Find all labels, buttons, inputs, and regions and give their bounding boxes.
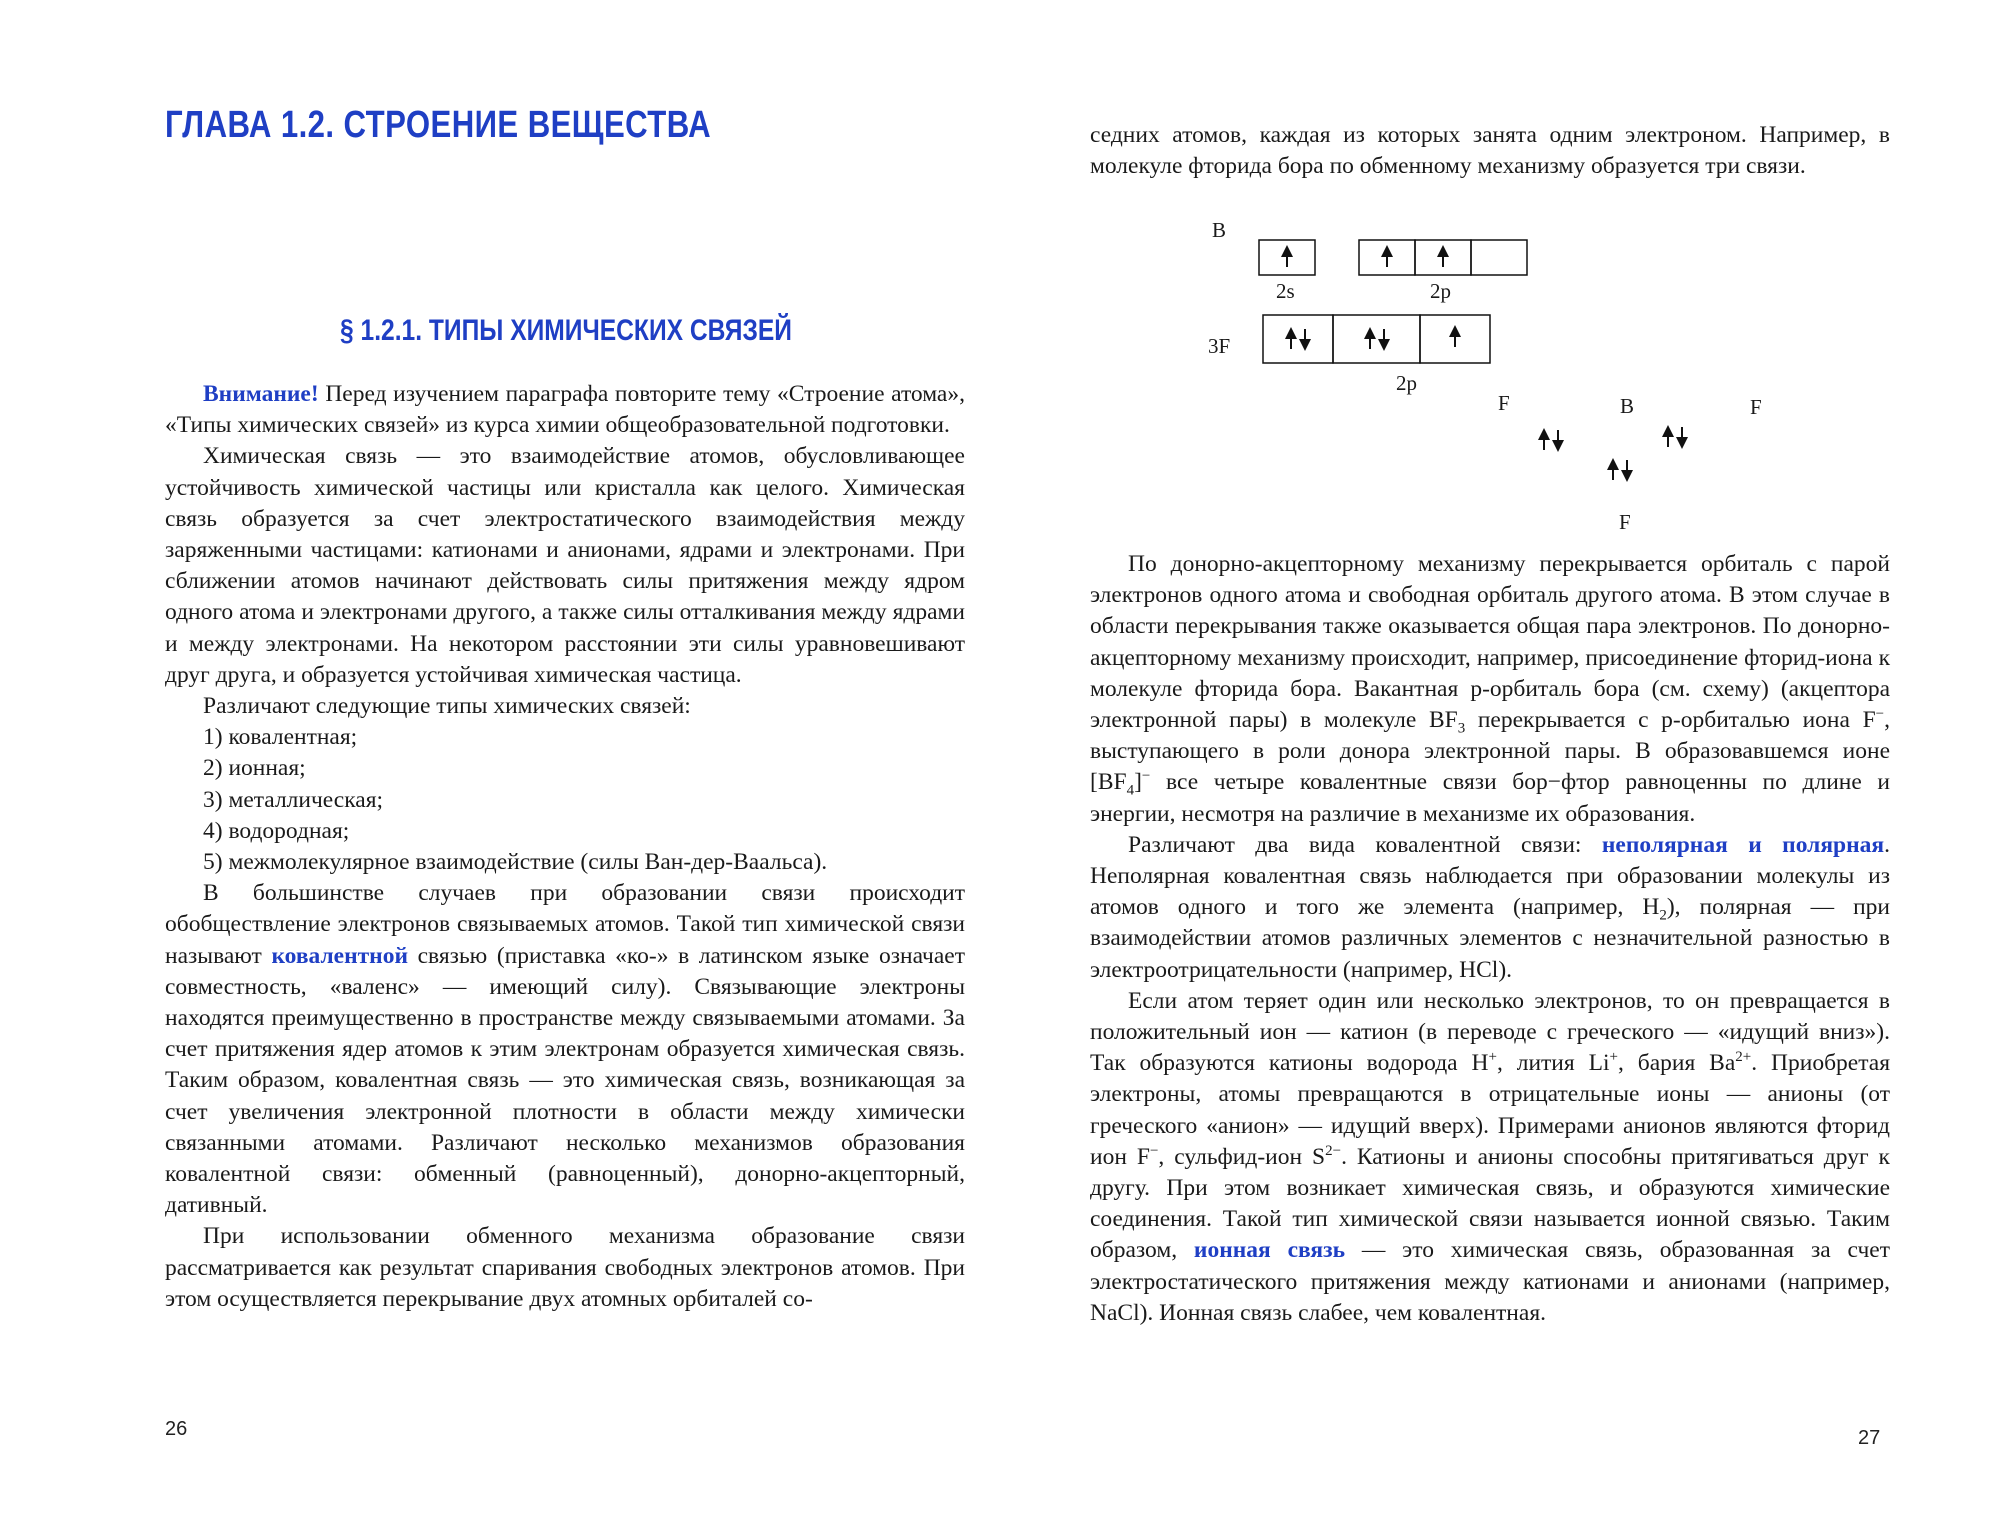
atom-label-3f: 3F xyxy=(1208,334,1231,358)
electron-up-icon xyxy=(1437,245,1449,267)
text-run: Если атом теряет один или несколько электронов, то он превращается в положительный ион — катион (в переводе с греческого — «идущий вниз»). Так образуются катионы водорода H xyxy=(1090,987,1890,1077)
text-run: связью (приставка «ко-» в латинском языке означает совместность, «валенс» — имеющий силу). Связывающие электроны находятся преимущественно в пространстве между связываемыми атомами. За счет притяжения ядер атомов к этим электронам образуется химическая связь. Таким образом, ковалентная связь — это химическая связь, возникающая за счет увеличения электронной плотности в области между химически связанными атомами. Различают несколько механизмов образования ковалентной связи: обменный (равноценный), донорно-акцепторный, дативный. xyxy=(165,942,966,1219)
label-2s: 2s xyxy=(1276,279,1295,303)
superscript: 2− xyxy=(1325,1143,1342,1160)
label-2p-f: 2p xyxy=(1396,371,1417,395)
structure-label-b: B xyxy=(1620,394,1635,418)
list-item: 5) межмолекулярное взаимодействие (силы Ван-дер-Ваальса). xyxy=(203,849,828,876)
electron-up-icon xyxy=(1662,425,1674,447)
electron-up-icon xyxy=(1364,327,1376,349)
text-run: В большинстве случаев при образовании связи происходит обобществление электронов связываемых атомов. Такой тип химической связи называют xyxy=(165,880,965,969)
electron-up-icon xyxy=(1449,325,1461,347)
text-run: все четыре ковалентные связи бор−фтор равноценны по длине и энергии, несмотря на различие в механизме их образования. xyxy=(1090,769,1890,827)
subscript: 2 xyxy=(1659,907,1667,924)
text-run: . Приобретая электроны, атомы превращаются в отрицательные ионы — анионы (от греческого «анион» — идущий вверх). Примерами анионов являются фторид ион F xyxy=(1090,1050,1891,1170)
term-polar: неполярная и полярная xyxy=(1601,831,1885,858)
text-run: По донорно-акцепторному механизму перекрывается орбиталь с парой электронов одного атома и свободная орбиталь другого атома. В этом случае в области перекрывания также оказывается общая пара электронов. По донорно-акцепторному механизму происходит, например, присоединение фторид-иона к молекуле фторида бора. Вакантная р-орбиталь бора (см. схему) (акцептора электронной пары) в молекуле xyxy=(1090,551,1890,734)
paragraph-polarity xyxy=(1090,830,1890,986)
text-run: , бария Ba xyxy=(1617,1050,1736,1077)
electron-down-icon xyxy=(1299,329,1311,351)
term-covalent: ковалентной xyxy=(271,942,409,969)
structure-label-f-bottom: F xyxy=(1619,510,1631,534)
electron-down-icon xyxy=(1621,460,1633,482)
subscript: 3 xyxy=(1457,720,1466,737)
superscript: − xyxy=(1875,706,1885,723)
superscript: − xyxy=(1141,768,1151,785)
orbital-cell-f-2p-2 xyxy=(1333,315,1420,363)
paragraph-ionic xyxy=(1090,986,1890,1329)
subscript: 4 xyxy=(1126,783,1135,800)
text-run: Различают два вида ковалентной связи: xyxy=(1128,831,1602,858)
paragraph-covalent xyxy=(165,878,965,1221)
list-item: 4) водородная; xyxy=(203,817,350,844)
attention-text: Перед изучением параграфа повторите тему «Строение атома», «Типы химических связей» из курса химии общеобразовательной подготовки. xyxy=(165,381,965,439)
paragraph-definition: Химическая связь — это взаимодействие атомов, обусловливающее устойчивость химической частицы или кристалла как целого. Химическая связь образуется за счет электростатического взаимодействия между заряженными частицами: катионами и анионами, ядрами и электронами. При сближении атомов начинают действовать силы притяжения между ядром одного атома и электронами другого, а также силы отталкивания между ядрами и между электронами. На некотором расстоянии эти силы уравновешивают друг друга, и образуется устойчивая химическая частица. xyxy=(165,443,965,688)
paragraph-exchange: При использовании обменного механизма образование связи рассматривается как результат спаривания свободных электронов атомов. При этом осуществляется перекрывание двух атомных орбиталей со- xyxy=(165,1223,965,1312)
list-intro: Различают следующие типы химических связей: xyxy=(203,693,691,720)
text-run: перекрывается с р-орбиталью иона F xyxy=(1465,707,1876,734)
text-run: , сульфид-ион S xyxy=(1158,1143,1326,1170)
superscript: + xyxy=(1609,1049,1618,1066)
page-number-right: 27 xyxy=(1858,1427,1881,1449)
electron-up-icon xyxy=(1285,327,1297,349)
right-body-text xyxy=(1090,549,1890,1329)
list-item: 1) ковалентная; xyxy=(203,724,358,751)
paragraph-donor-acceptor xyxy=(1090,549,1890,830)
label-2p-b: 2p xyxy=(1430,279,1451,303)
structure-label-f-left: F xyxy=(1498,391,1510,415)
electron-up-icon xyxy=(1607,458,1619,480)
list-item: 2) ионная; xyxy=(203,755,306,782)
electron-down-icon xyxy=(1552,430,1564,452)
section-title: § 1.2.1. ТИПЫ ХИМИЧЕСКИХ СВЯЗЕЙ xyxy=(340,314,792,347)
superscript: 2+ xyxy=(1735,1049,1752,1066)
text-run: BF xyxy=(1428,707,1458,734)
right-top-text: седних атомов, каждая из которых занята одним электроном. Например, в молекуле фторида бора по обменному механизму образуется три связи. xyxy=(1090,122,1890,180)
attention-label: Внимание! xyxy=(203,381,319,407)
page-number-left: 26 xyxy=(165,1418,188,1440)
attention-paragraph xyxy=(165,379,965,441)
structure-label-f-right: F xyxy=(1750,395,1762,419)
atom-label-b: B xyxy=(1212,218,1227,242)
text-run: . Неполярная ковалентная связь наблюдается при образовании молекулы из атомов одного и того же элемента (например, H xyxy=(1090,831,1890,921)
superscript: + xyxy=(1488,1049,1497,1066)
text-run: ), полярная — при взаимодействии атомов различных элементов с незначительной разностью в электроотрицательности (например, HCl). xyxy=(1090,894,1890,983)
orbital-cell-b-2p-3 xyxy=(1471,240,1527,275)
superscript: − xyxy=(1149,1143,1159,1160)
text-run: , лития Li xyxy=(1496,1050,1610,1077)
list-item: 3) металлическая; xyxy=(203,786,384,813)
right-page xyxy=(1000,0,2000,1536)
text-run: ] xyxy=(1134,769,1142,796)
chapter-title: ГЛАВА 1.2. СТРОЕНИЕ ВЕЩЕСТВА xyxy=(165,104,712,146)
text-run: — это химическая связь, образованная за счет электростатического притяжения между катионами и анионами (например, NaCl). Ионная связь слабее, чем ковалентная. xyxy=(1090,1237,1890,1326)
text-run: , выступающего в роли донора электронной пары. В образовавшемся ионе [BF xyxy=(1090,707,1890,796)
electron-up-icon xyxy=(1281,245,1293,267)
left-body-text xyxy=(165,379,965,1315)
electron-up-icon xyxy=(1381,245,1393,267)
orbital-diagram xyxy=(1000,0,2000,560)
electron-up-icon xyxy=(1538,428,1550,450)
term-ionic: ионная связь xyxy=(1193,1237,1345,1264)
electron-down-icon xyxy=(1676,427,1688,449)
text-run: . Катионы и анионы способны притягиваться друг к другу. При этом возникает химическая связь, и образуются химические соединения. Такой тип химической связи называется ионной связью. Таким образом, xyxy=(1090,1143,1890,1264)
electron-down-icon xyxy=(1378,329,1390,351)
orbital-cell-f-2p-1 xyxy=(1263,315,1333,363)
